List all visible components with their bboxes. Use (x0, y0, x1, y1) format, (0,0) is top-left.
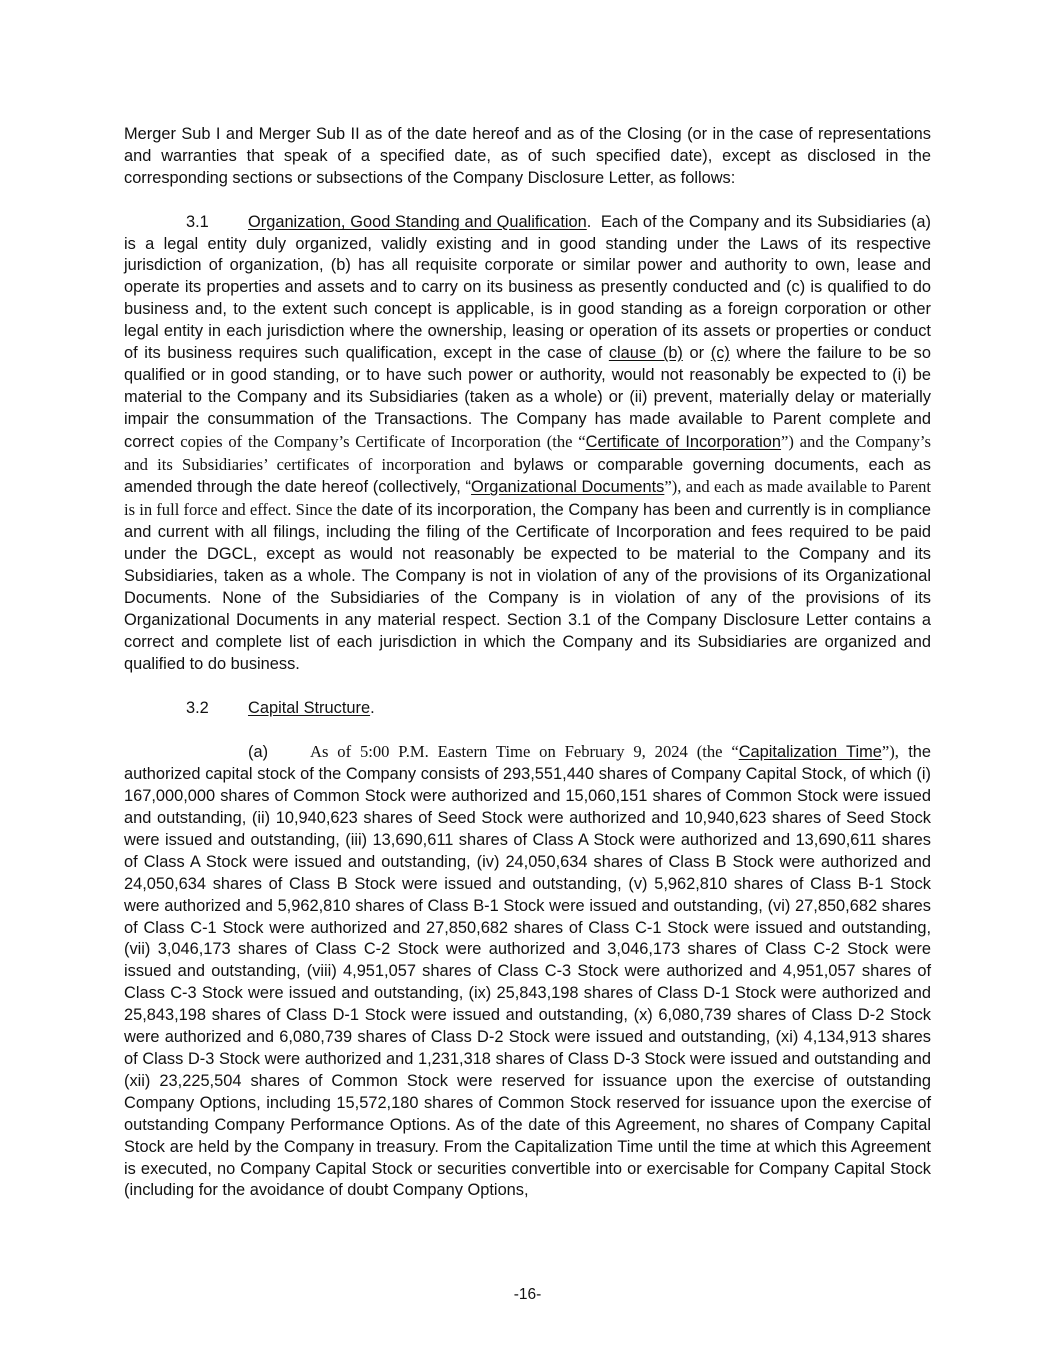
page-number: -16- (513, 1286, 542, 1303)
serif-text: copies of the Company’s Certificate of Incorporation (the “ (180, 431, 586, 451)
serif-text: ”), (881, 742, 899, 762)
section-3-2-a (124, 741, 931, 1202)
paragraph-gap (124, 190, 931, 212)
defined-term: Certificate of Incorporation (585, 432, 782, 451)
section-body: date of its incorporation, the Company has been and currently is in compliance and current with all filings, including the filing of the Certificate of Incorporation and fees required to be paid under the DGCL, except as would not reasonably be expected to be material to the Company and its Subsidiaries, taken as a whole. The Company is not in violation of any of the provisions of its Organizational Documents. None of the Subsidiaries of the Company is in violation of any of the provisions of its Organizational Documents in any material respect. Section 3.1 of the Company Disclosure Letter contains a correct and complete list of each jurisdiction in which the Company and its Subsidiaries are organized and qualified to do business. (124, 501, 931, 673)
section-3-2: 3.2 Capital Structure. (124, 698, 931, 720)
section-heading: Capital Structure (248, 698, 371, 717)
serif-text: ”) and the Company’s and its Subsidiaries’ certificates of incorporation and (124, 431, 931, 474)
section-number: 3.2 (186, 698, 209, 717)
section-body: bylaws or comparable governing documents, each as amended through the date hereof (collectively, “ (124, 455, 931, 497)
section-body: where the failure to be so qualified or in good standing, or to have such power or authority, would not reasonably be expected to (i) be material to the Company and its Subsidiaries (taken as a whole) or (ii) prevent, materially delay or materially impair the consummation of the Transactions. The Company has made available to Parent complete and correct (124, 344, 931, 451)
paragraph-gap (124, 676, 931, 698)
document-page (124, 124, 931, 1202)
clause-reference: (c) (710, 344, 730, 363)
section-body: Each of the Company and its Subsidiaries (a) is a legal entity duly organized, validly existing and in good standing under the Laws of its respective jurisdiction of organization, (b) has all requisite corporate or similar power and authority to own, lease and operate its properties and assets and to carry on its business as presently conducted and (c) is qualified to do business and, to the extent such concept is applicable, is in good standing as a foreign corporation or other legal entity in each jurisdiction where the ownership, leasing or operation of its assets or properties or conduct of its business requires such qualification, except in the case of (124, 212, 931, 363)
intro-paragraph: Merger Sub I and Merger Sub II as of the date hereof and as of the Closing (or in the case of representations and warranties that speak of a specified date, as of such specified date), except as disclosed in the corresponding sections or subsections of the Company Disclosure Letter, as follows: (124, 125, 931, 187)
clause-reference: clause (b) (608, 344, 683, 363)
defined-term: Organizational Documents (471, 478, 665, 497)
section-heading: Organization, Good Standing and Qualification (248, 212, 587, 231)
defined-term: Capitalization Time (738, 743, 882, 762)
section-3-1: 3.1 Organization, Good Standing and Qualification. Each of the Company and its Subsidiaries (a) is a legal entity duly organized, validly existing and in good standing under the Laws of its respective jurisdiction of organization, (b) has all requisite corporate or similar power and authority to own, lease and operate its properties and assets and to carry on its business as presently conducted and (c) is qualified to do business and, to the extent such concept is applicable, is in good standing as a foreign corporation or other legal entity in each jurisdiction where the ownership, leasing or operation of its assets or properties or conduct of its business requires such qualification, except in the case of clause (b) or (c) where the failure to be so qualified or in good standing, or to have such power or authority, would not reasonably be expected to (i) be material to the Company and its Subsidiaries (taken as a whole) or (ii) prevent, materially delay or materially impair the consummation of the Transactions. The Company has made available to Parent complete and correct copies of the Company’s Certificate of Incorporation (the “Certificate of Incorporation”) and the Company’s and its Subsidiaries’ certificates of incorporation and bylaws or comparable governing documents, each as amended through the date hereof (collectively, “Organizational Documents”), and each as made available to Parent is in full force and effect. Since the date of its incorporation, the Company has been and currently is in compliance and current with all filings, including the filing of the Certificate of Incorporation and fees required to be paid under the DGCL, except as would not reasonably be expected to be material to the Company and its Subsidiaries, taken as a whole. The Company is not in violation of any of the provisions of its Organizational Documents. None of the Subsidiaries of the Company is in violation of any of the provisions of its Organizational Documents in any material respect. Section 3.1 of the Company Disclosure Letter contains a correct and complete list of each jurisdiction in which the Company and its Subsidiaries are organized and qualified to do business. (124, 212, 931, 673)
subsection-label: (a) (248, 743, 269, 762)
serif-text: ”), and each as made available to Parent is in full force and effect. Since the (124, 477, 931, 520)
section-number: 3.1 (186, 212, 209, 231)
paragraph-gap (124, 719, 931, 741)
serif-text: As of 5:00 P.M. Eastern Time on February 9, 2024 (the “ (310, 742, 739, 762)
subsection-body: the authorized capital stock of the Company consists of 293,551,440 shares of Company Capital Stock, of which (i) 167,000,000 shares of Common Stock were authorized and 15,060,151 shares of Common Stock were issued and outstanding, (ii) 10,940,623 shares of Seed Stock were authorized and 10,940,623 shares of Seed Stock were issued and outstanding, (iii) 13,690,611 shares of Class A Stock were authorized and 13,690,611 shares of Class A Stock were issued and outstanding, (iv) 24,050,634 shares of Class B Stock were authorized and 24,050,634 shares of Class B Stock were issued and outstanding, (v) 5,962,810 shares of Class B-1 Stock were authorized and 5,962,810 shares of Class B-1 Stock were issued and outstanding, (vi) 27,850,682 shares of Class C-1 Stock were authorized and 27,850,682 shares of Class C-1 Stock were issued and outstanding, (vii) 3,046,173 shares of Class C-2 Stock were authorized and 3,046,173 shares of Class C-2 Stock were issued and outstanding, (viii) 4,951,057 shares of Class C-3 Stock were authorized and 4,951,057 shares of Class C-3 Stock were issued and outstanding, (ix) 25,843,198 shares of Class D-1 Stock were authorized and 25,843,198 shares of Class D-1 Stock were issued and outstanding, (x) 6,080,739 shares of Class D-2 Stock were authorized and 6,080,739 shares of Class D-2 Stock were issued and outstanding, (xi) 4,134,913 shares of Class D-3 Stock were authorized and 1,231,318 shares of Class D-3 Stock were issued and outstanding and (xii) 23,225,504 shares of Common Stock were reserved for issuance upon the exercise of outstanding Company Options, including 15,572,180 shares of Common Stock reserved for issuance upon the exercise of outstanding Company Performance Options. As of the date of this Agreement, no shares of Company Capital Stock are held by the Company in treasury. From the Capitalization Time until the time at which this Agreement is executed, no Company Capital Stock or securities convertible into or exercisable for Company Capital Stock (including for the avoidance of doubt Company Options, (124, 743, 931, 1200)
